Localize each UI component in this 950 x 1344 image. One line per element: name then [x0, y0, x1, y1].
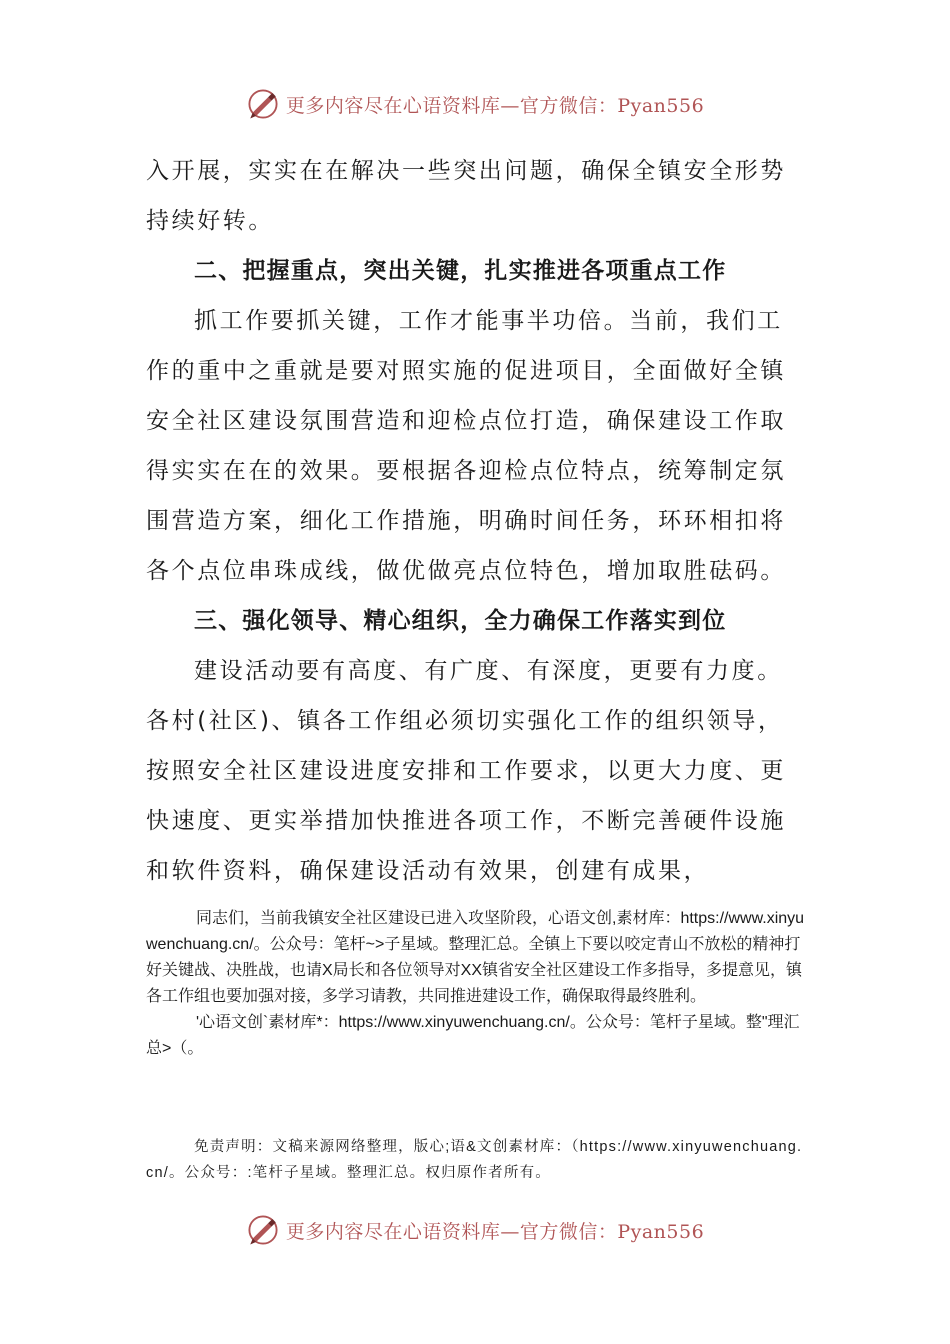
closing-paragraph: 同志们，当前我镇安全社区建设已进入攻坚阶段，心语文创,素材库：https://www.xinyuwenchuang.cn/。公众号：笔杆~>子星域。整理汇总。全镇上下要以咬定青山不放松的精神打好关键战、决胜战，也请X局长和各位领导对XX镇省安全社区建设工作多指导，多提意见，镇各工作组也要加强对接，多学习请教，共同推进建设工作，确保取得最终胜利。: [146, 910, 805, 1005]
banner-text: 更多内容尽在心语资料库—官方微信：Pyan556: [285, 94, 705, 117]
section-heading-3: 三、强化领导、精心组织，全力确保工作落实到位: [194, 608, 727, 634]
pen-logo-icon: [246, 87, 280, 121]
header-banner: [0, 82, 950, 126]
paragraph-3: 建设活动要有高度、有广度、有深度，更要有力度。各村(社区)、镇各工作组必须切实强化工作的组织领导，按照安全社区建设进度安排和工作要求，以更大力度、更快速度、更实举措加快推进各项工作，不断完善硬件设施和软件资料，确保建设活动有效果，创建有成果，: [146, 658, 786, 884]
document-body: [146, 146, 806, 896]
source-note: '心语文创`素材库*：https://www.xinyuwenchuang.cn/。公众号：笔杆子星域。整"理汇总>（。: [146, 1014, 800, 1057]
pen-logo-icon: [246, 1213, 280, 1247]
banner-text: 更多内容尽在心语资料库—官方微信：Pyan556: [285, 1220, 705, 1243]
disclaimer-text: 免责声明：文稿来源网络整理，版心;语&文创素材库：（https://www.xinyuwenchuang.cn/。公众号：:笔杆子星域。整理汇总。权归原作者所有。: [146, 1139, 803, 1181]
footer-banner: [0, 1208, 950, 1252]
disclaimer: [146, 1134, 808, 1186]
section-heading-2: 二、把握重点，突出关键，扎实推进各项重点工作: [194, 258, 727, 284]
paragraph-2: 抓工作要抓关键，工作才能事半功倍。当前，我们工作的重中之重就是要对照实施的促进项目，全面做好全镇安全社区建设氛围营造和迎检点位打造，确保建设工作取得实实在在的效果。要根据各迎检点位特点，统筹制定氛围营造方案，细化工作措施，明确时间任务，环环相扣将各个点位串珠成线，做优做亮点位特色，增加取胜砝码。: [146, 308, 786, 584]
closing-section: [146, 906, 806, 1062]
paragraph-1: 入开展，实实在在解决一些突出问题，确保全镇安全形势持续好转。: [146, 158, 786, 234]
